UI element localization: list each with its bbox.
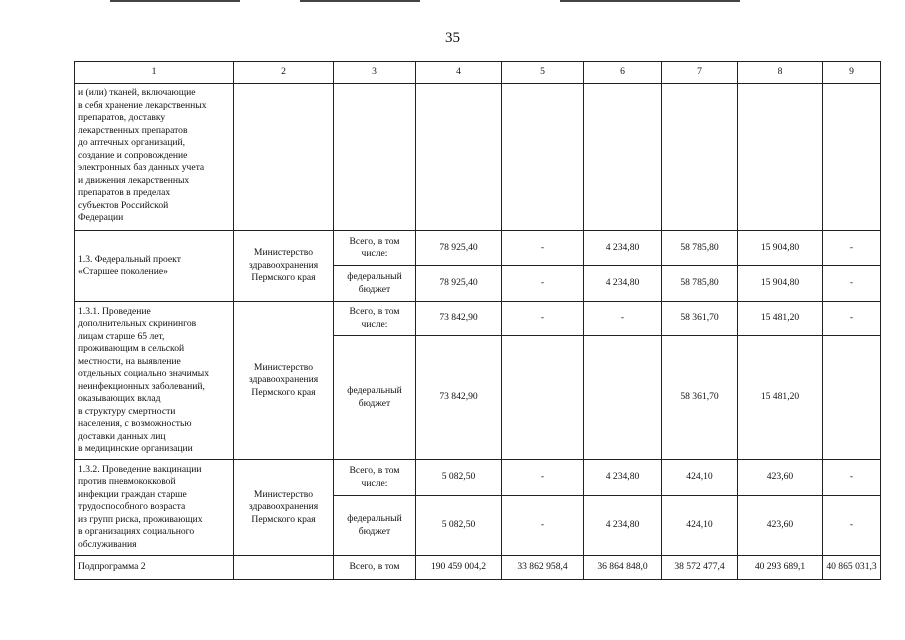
executor-cell: Министерство здравоохранения Пермского края (234, 460, 334, 556)
column-header: 7 (662, 62, 738, 84)
empty-cell (234, 84, 334, 231)
value-cell: 5 082,50 (416, 496, 502, 556)
value-cell: 40 293 689,1 (738, 556, 823, 580)
value-cell: 15 904,80 (738, 231, 823, 266)
value-cell (502, 336, 584, 460)
column-header: 8 (738, 62, 823, 84)
value-cell: 15 904,80 (738, 266, 823, 302)
executor-cell: Министерство здравоохранения Пермского края (234, 302, 334, 460)
value-cell: 424,10 (662, 496, 738, 556)
value-cell: - (502, 302, 584, 336)
value-cell: 424,10 (662, 460, 738, 496)
table-row (75, 231, 881, 266)
value-cell: 36 864 848,0 (584, 556, 662, 580)
value-cell: 5 082,50 (416, 460, 502, 496)
source-cell: Всего, в том числе: (334, 302, 416, 336)
value-cell: 190 459 004,2 (416, 556, 502, 580)
activity-name: 1.3.1. Проведение дополнительных скринингов лицам старше 65 лет, проживающим в сельской местности, на выявление отдельных социально значимых неинфекционных заболеваний, оказывающих вклад в структуру смертности населения, с возможностью доставки данных лиц в медицинские организации (75, 302, 234, 460)
value-cell (823, 336, 881, 460)
executor-cell (234, 556, 334, 580)
subprogram-name: Подпрограмма 2 (75, 556, 234, 580)
value-cell: - (502, 460, 584, 496)
value-cell: 4 234,80 (584, 460, 662, 496)
value-cell: 58 785,80 (662, 231, 738, 266)
top-rule-left (110, 0, 240, 2)
empty-cell (738, 84, 823, 231)
value-cell: - (823, 302, 881, 336)
source-cell: Всего, в том (334, 556, 416, 580)
table-row (75, 460, 881, 496)
table-row (75, 556, 881, 580)
source-cell: федеральный бюджет (334, 496, 416, 556)
budget-table (74, 61, 881, 580)
value-cell: 78 925,40 (416, 231, 502, 266)
value-cell: 58 785,80 (662, 266, 738, 302)
value-cell (584, 336, 662, 460)
value-cell: 423,60 (738, 460, 823, 496)
column-header: 1 (75, 62, 234, 84)
source-cell: Всего, в том числе: (334, 460, 416, 496)
column-header: 9 (823, 62, 881, 84)
column-header: 2 (234, 62, 334, 84)
source-cell: федеральный бюджет (334, 266, 416, 302)
value-cell: - (823, 231, 881, 266)
value-cell: - (502, 496, 584, 556)
value-cell: 38 572 477,4 (662, 556, 738, 580)
value-cell: - (502, 266, 584, 302)
source-cell: Всего, в том числе: (334, 231, 416, 266)
value-cell: 15 481,20 (738, 302, 823, 336)
column-header: 4 (416, 62, 502, 84)
header-row (75, 62, 881, 84)
empty-cell (823, 84, 881, 231)
activity-name: 1.3.2. Проведение вакцинации против пневмококковой инфекции граждан старше трудоспособного возраста из групп риска, проживающих в организациях социального обслуживания (75, 460, 234, 556)
value-cell: - (823, 496, 881, 556)
value-cell: 15 481,20 (738, 336, 823, 460)
activity-name: 1.3. Федеральный проект «Старшее поколение» (75, 231, 234, 302)
column-header: 3 (334, 62, 416, 84)
empty-cell (334, 84, 416, 231)
top-rule-right (560, 0, 740, 2)
page-number: 35 (445, 30, 460, 46)
value-cell: 4 234,80 (584, 496, 662, 556)
value-cell: 78 925,40 (416, 266, 502, 302)
continuation-text: и (или) тканей, включающие в себя хранение лекарственных препаратов, доставку лекарственных препаратов до аптечных организаций, создание и сопровождение электронных баз данных учета и движения лекарственных препаратов в пределах субъектов Российской Федерации (75, 84, 234, 231)
value-cell: 58 361,70 (662, 336, 738, 460)
value-cell: - (823, 460, 881, 496)
empty-cell (416, 84, 502, 231)
executor-cell: Министерство здравоохранения Пермского края (234, 231, 334, 302)
value-cell: 73 842,90 (416, 302, 502, 336)
empty-cell (502, 84, 584, 231)
value-cell: - (823, 266, 881, 302)
source-cell: федеральный бюджет (334, 336, 416, 460)
table-row (75, 302, 881, 336)
value-cell: 73 842,90 (416, 336, 502, 460)
top-rule-middle (300, 0, 420, 2)
table-row (75, 84, 881, 231)
column-header: 6 (584, 62, 662, 84)
value-cell: 40 865 031,3 (823, 556, 881, 580)
column-header: 5 (502, 62, 584, 84)
empty-cell (662, 84, 738, 231)
value-cell: 4 234,80 (584, 231, 662, 266)
value-cell: - (502, 231, 584, 266)
value-cell: - (584, 302, 662, 336)
value-cell: 58 361,70 (662, 302, 738, 336)
value-cell: 4 234,80 (584, 266, 662, 302)
value-cell: 423,60 (738, 496, 823, 556)
value-cell: 33 862 958,4 (502, 556, 584, 580)
empty-cell (584, 84, 662, 231)
